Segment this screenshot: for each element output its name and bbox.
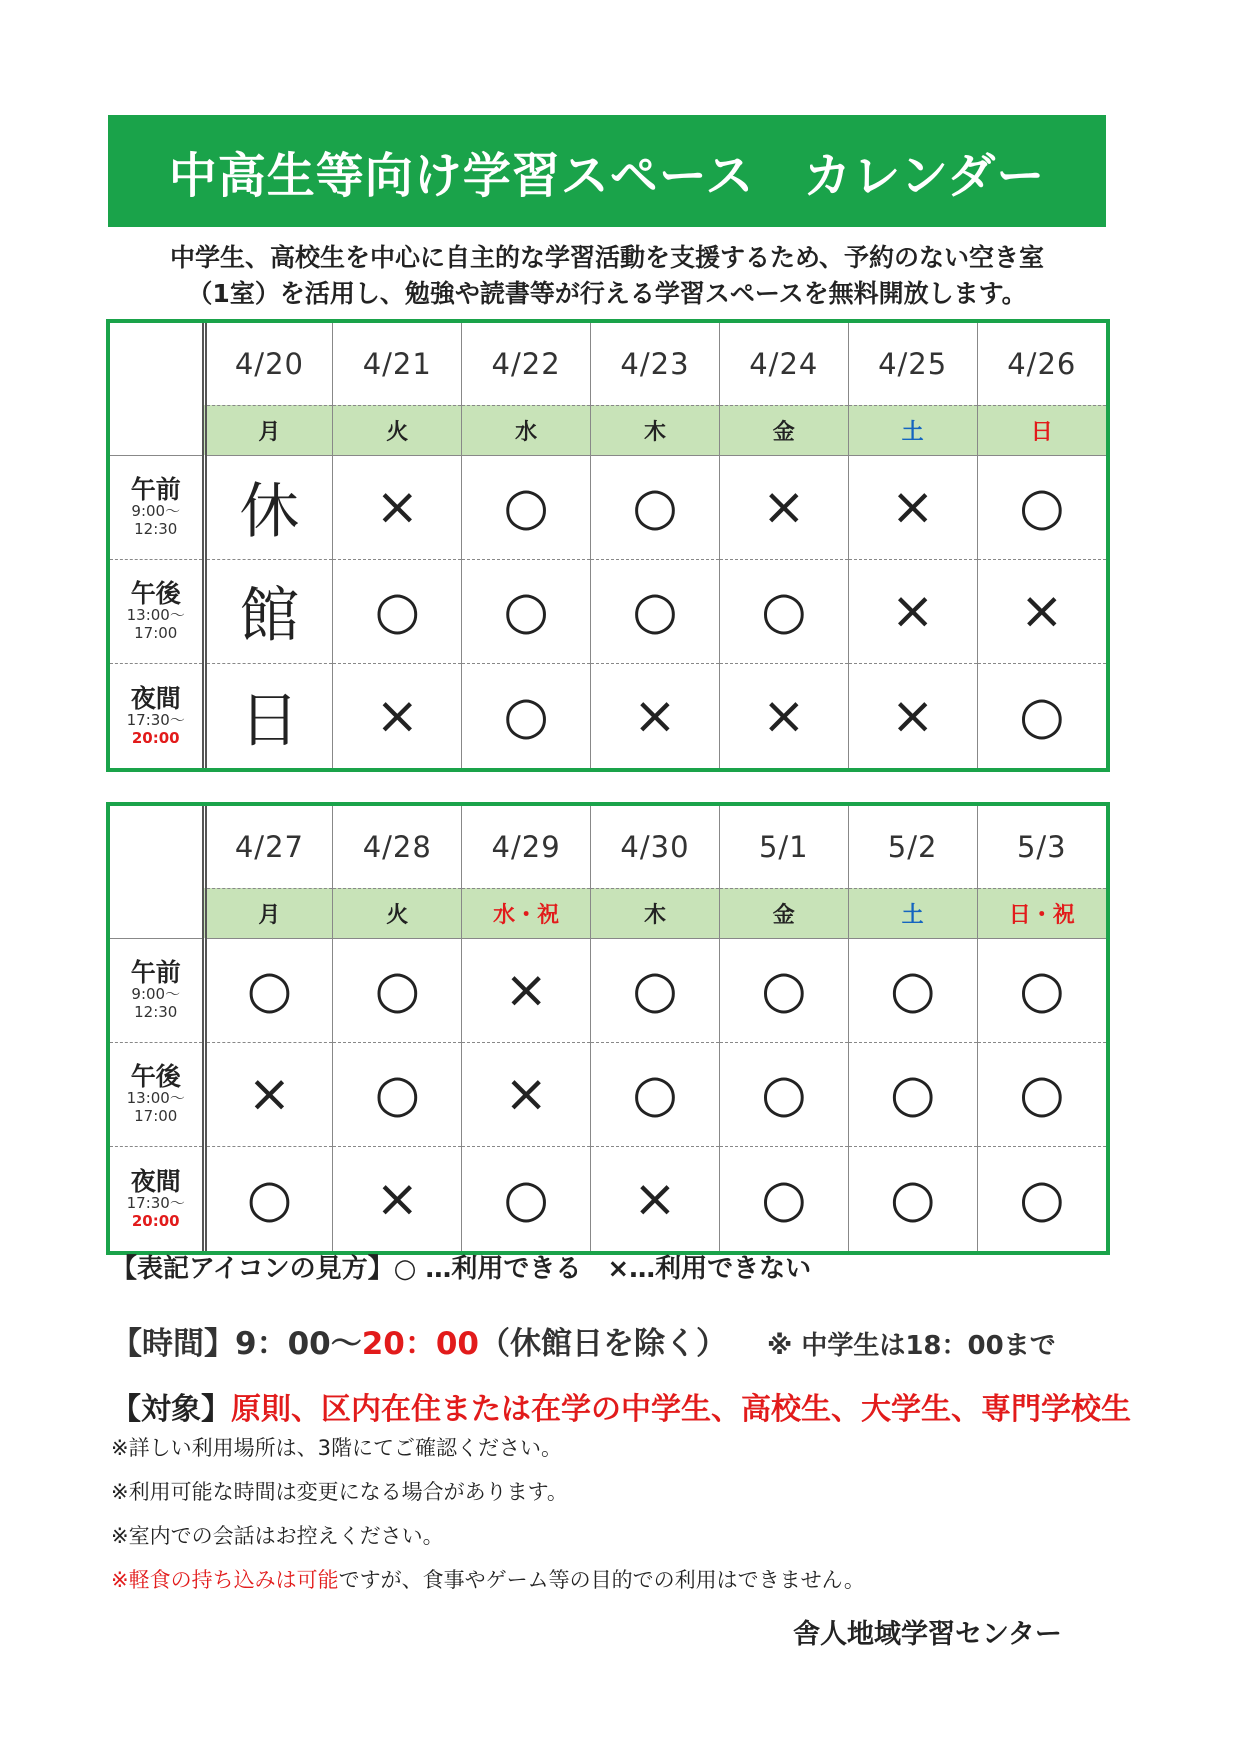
slot-start-time: 17:30～ [126,710,185,729]
unavailable-mark: × [462,938,591,1042]
note-item: ※室内での会話はお控えください。 [111,1524,444,1548]
slot-end-time: 12:30 [134,1002,178,1021]
time-slot-label [110,1042,204,1146]
time-slot-label [110,559,204,663]
available-mark: ○ [848,1147,977,1251]
weekday-header: 月 [204,888,333,938]
unavailable-mark: × [333,455,462,559]
available-mark: ○ [591,455,720,559]
available-mark: ○ [333,559,462,663]
weekday-header: 日 [977,405,1106,455]
available-mark: ○ [977,1147,1106,1251]
available-mark: ○ [462,559,591,663]
available-mark: ○ [462,664,591,768]
available-mark: ○ [719,1147,848,1251]
organization-name: 舎人地域学習センター [793,1619,1062,1650]
weekday-header: 金 [719,888,848,938]
slot-name: 午前 [130,474,181,504]
unavailable-mark: × [848,559,977,663]
date-header: 5/1 [719,806,848,888]
weekday-header: 日・祝 [977,888,1106,938]
available-mark: ○ [977,455,1106,559]
available-mark: ○ [333,1042,462,1146]
time-slot-label [110,938,204,1042]
time-slot-label [110,455,204,559]
available-mark: ○ [977,664,1106,768]
available-mark: ○ [977,938,1106,1042]
closed-day-mark: 休 [204,455,333,559]
notes-list [111,1433,865,1609]
unavailable-mark: × [719,455,848,559]
available-mark: ○ [204,1147,333,1251]
date-header: 5/3 [977,806,1106,888]
available-mark: ○ [462,1147,591,1251]
page-title: 中高生等向け学習スペース カレンダー [108,115,1106,227]
weekday-header: 土 [848,405,977,455]
hours-end: 20：00 [361,1326,479,1362]
weekday-header: 木 [591,405,720,455]
available-mark: ○ [204,938,333,1042]
slot-end-time: 17:00 [134,623,178,642]
hours-start: 【時間】9：00～ [111,1326,362,1362]
slot-start-time: 17:30～ [126,1193,185,1212]
available-mark: ○ [333,938,462,1042]
unavailable-mark: × [333,1147,462,1251]
opening-hours [111,1318,1056,1363]
date-header: 4/22 [462,323,591,405]
time-slot-label [110,664,204,768]
eligibility-label: 【対象】 [111,1392,231,1427]
slot-end-time: 20:00 [131,728,180,747]
note-item [111,1565,865,1609]
date-header: 4/30 [591,806,720,888]
available-mark: ○ [719,938,848,1042]
intro-line-2: （1室）を活用し、勉強や読書等が行える学習スペースを無料開放します。 [187,279,1027,308]
corner-cell [110,888,204,938]
icon-legend: 【表記アイコンの見方】○ …利用できる ×…利用できない [111,1254,812,1284]
slot-name: 午後 [130,578,181,608]
unavailable-mark: × [848,664,977,768]
intro-text [108,240,1106,312]
note-item: ※詳しい利用場所は、3階にてご確認ください。 [111,1436,562,1460]
unavailable-mark: × [591,664,720,768]
weekday-header: 火 [333,405,462,455]
weekday-header: 土 [848,888,977,938]
unavailable-mark: × [591,1147,720,1251]
slot-start-time: 13:00～ [126,1088,185,1107]
slot-name: 午前 [130,957,181,987]
available-mark: ○ [591,938,720,1042]
unavailable-mark: × [977,559,1106,663]
note-highlight: 軽食の持ち込みは可能 [128,1568,339,1592]
available-mark: ○ [719,559,848,663]
date-header: 4/25 [848,323,977,405]
eligibility-value: 原則、区内在住または在学の中学生、高校生、大学生、専門学校生 [231,1392,1131,1427]
slot-start-time: 9:00～ [131,984,181,1003]
corner-cell [110,323,204,405]
calendar-week-2 [106,802,1110,1255]
slot-end-time: 17:00 [134,1106,178,1125]
slot-name: 夜間 [130,1166,181,1196]
available-mark: ○ [462,455,591,559]
closed-day-mark: 日 [204,664,333,768]
note-mark: ※ [111,1568,129,1592]
intro-line-1: 中学生、高校生を中心に自主的な学習活動を支援するため、予約のない空き室 [169,243,1044,272]
date-header: 4/20 [204,323,333,405]
date-header: 4/29 [462,806,591,888]
slot-name: 午後 [130,1061,181,1091]
corner-cell [110,806,204,888]
closed-day-mark: 館 [204,559,333,663]
date-header: 4/23 [591,323,720,405]
slot-name: 夜間 [130,683,181,713]
slot-start-time: 13:00～ [126,605,185,624]
available-mark: ○ [591,1042,720,1146]
corner-cell [110,405,204,455]
available-mark: ○ [591,559,720,663]
slot-start-time: 9:00～ [131,501,181,520]
weekday-header: 木 [591,888,720,938]
date-header: 4/24 [719,323,848,405]
weekday-header: 水 [462,405,591,455]
time-slot-label [110,1147,204,1251]
available-mark: ○ [719,1042,848,1146]
unavailable-mark: × [848,455,977,559]
weekday-header: 火 [333,888,462,938]
date-header: 4/21 [333,323,462,405]
date-header: 4/26 [977,323,1106,405]
date-header: 5/2 [848,806,977,888]
unavailable-mark: × [204,1042,333,1146]
calendar-week-1 [106,319,1110,772]
hours-note: ※ 中学生は18：00まで [767,1331,1056,1361]
slot-end-time: 12:30 [134,519,178,538]
weekday-header: 金 [719,405,848,455]
note-rest: ですが、食事やゲーム等の目的での利用はできません。 [338,1568,865,1592]
unavailable-mark: × [462,1042,591,1146]
eligibility [111,1384,1131,1428]
unavailable-mark: × [333,664,462,768]
available-mark: ○ [977,1042,1106,1146]
date-header: 4/27 [204,806,333,888]
weekday-header: 水・祝 [462,888,591,938]
unavailable-mark: × [719,664,848,768]
available-mark: ○ [848,938,977,1042]
available-mark: ○ [848,1042,977,1146]
slot-end-time: 20:00 [131,1211,180,1230]
date-header: 4/28 [333,806,462,888]
weekday-header: 月 [204,405,333,455]
note-item: ※利用可能な時間は変更になる場合があります。 [111,1480,568,1504]
hours-exception: （休館日を除く） [479,1326,727,1362]
